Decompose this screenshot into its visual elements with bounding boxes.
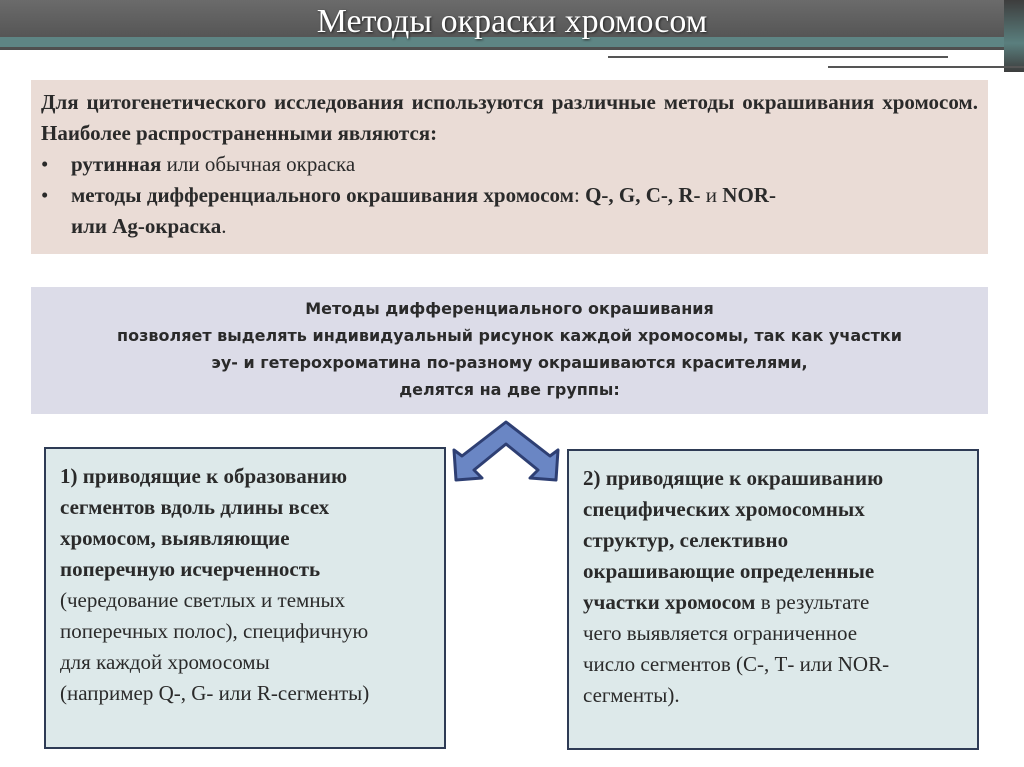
methods-text: позволяет выделять индивидуальный рисунок каждой хромосомы, так как участки [117,326,902,345]
bullet-icon: • [41,183,49,207]
regions-label: участки хромосом [583,590,756,614]
methods-text: делятся на две группы: [399,380,620,399]
decorative-line [608,56,948,58]
group-2-line: структур, селективно [583,528,789,552]
period: . [221,214,227,238]
group-1-line: для каждой хромосомы [60,650,270,674]
result-text: в результате [755,590,870,614]
group-1-line: поперечных полос), специфичную [60,619,369,643]
bullet-icon: • [41,152,49,176]
group-2-box [567,449,979,750]
slide-title: Методы окраски хромосом [316,3,708,40]
nor-label: NOR- [722,183,776,207]
methods-heading: Методы дифференциального окрашивания [305,299,714,318]
group-2-line: 2) приводящие к окрашиванию [583,466,884,490]
group-2-line: окрашивающие определенные [583,559,875,583]
list-item [41,180,978,242]
group-1-line: 1) приводящие к образованию [60,464,348,488]
intro-text: Для цитогенетического исследования используются различные методы окрашивания хромосом. Наиболее распространенными являются: [41,90,978,145]
methods-text: эу- и гетерохроматина по-разному окрашиваются красителями, [211,353,808,372]
group-1-box [44,447,446,749]
colon: : [573,183,586,207]
group-1-line: хромосом, выявляющие [60,526,290,550]
group-1-line: сегментов вдоль длины всех [60,495,330,519]
routine-rest: или обычная окраска [161,152,356,176]
list-item [41,149,978,180]
group-2-line: чего выявляется ограниченное [583,621,858,645]
ag-stain-label: или Ag-окраска [71,214,222,238]
stain-types: Q-, G, C-, R- [585,183,701,207]
double-chevron-arrow-icon [452,418,560,486]
group-2-line: сегменты). [583,683,680,707]
group-1-line: поперечную исчерченность [60,557,321,581]
stain-list [41,149,978,242]
group-2-line [583,587,963,618]
group-1-line: (чередование светлых и темных [60,588,346,612]
group-2-line: число сегментов (С-, Т- или NOR- [583,652,890,676]
routine-label: рутинная [71,152,162,176]
methods-box [31,287,988,414]
group-1-line: (например Q-, G- или R-сегменты) [60,681,370,705]
differential-label: методы дифференциального окрашивания хромосом [71,183,574,207]
decorative-line [828,66,1024,68]
and-word: и [700,183,723,207]
group-2-line: специфических хромосомных [583,497,865,521]
intro-box [31,80,988,254]
